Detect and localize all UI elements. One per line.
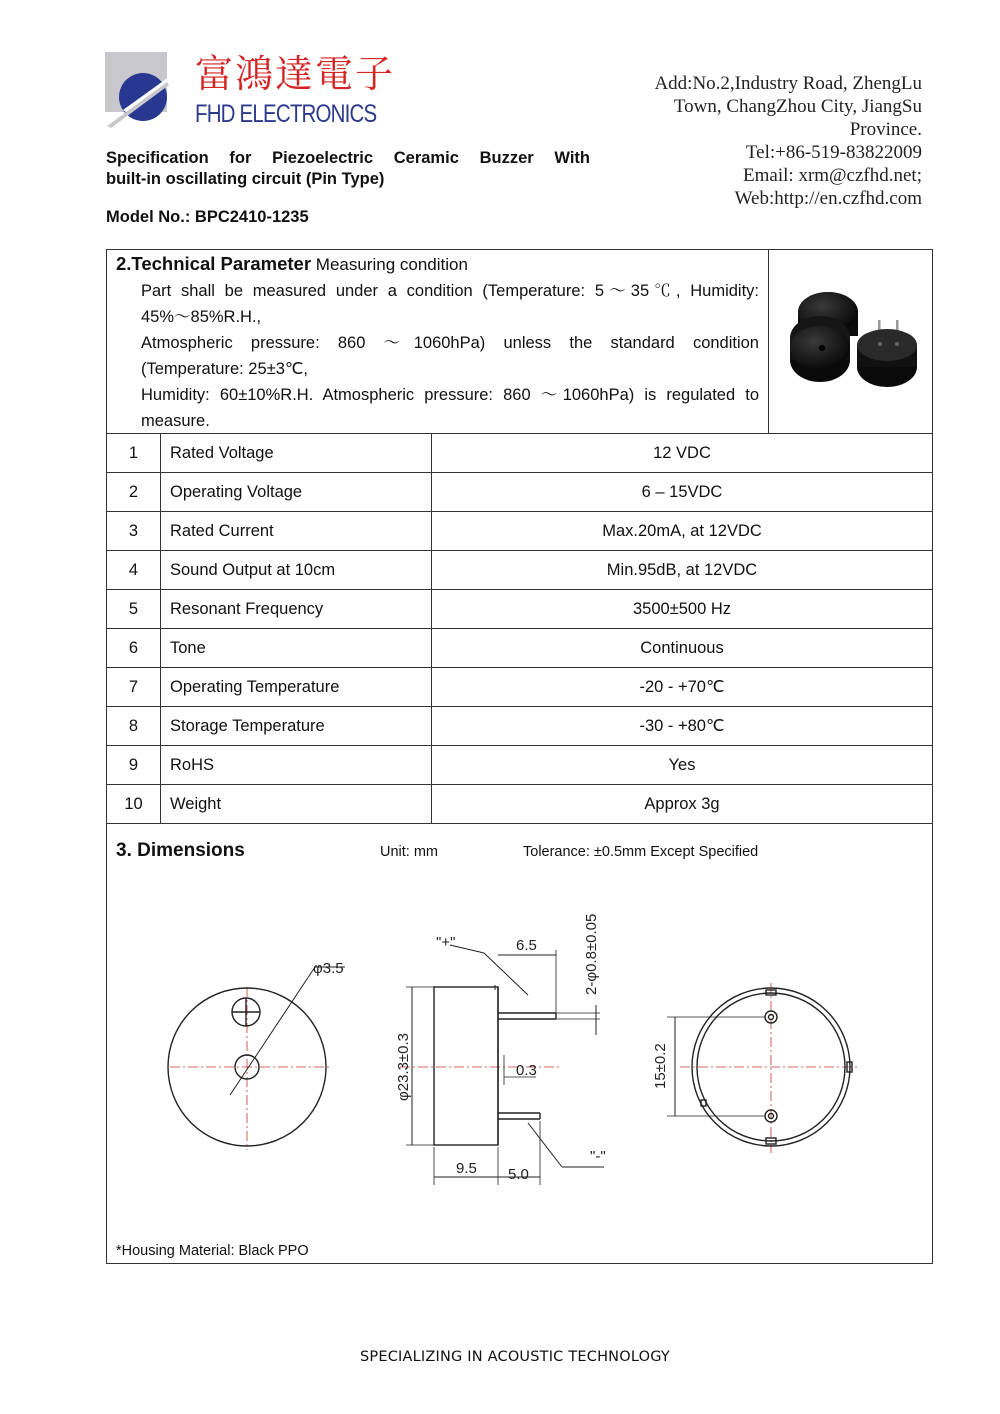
param-number: 5 [107, 590, 161, 629]
param-value: Min.95dB, at 12VDC [432, 551, 933, 590]
company-name-chinese: 富鴻達電子 [195, 52, 396, 96]
spec-title [106, 148, 590, 190]
table-row [107, 473, 933, 512]
param-name: Resonant Frequency [161, 590, 432, 629]
dimensions-tolerance: Tolerance: ±0.5mm Except Specified [523, 844, 759, 860]
website: Web:http://en.czfhd.com [734, 188, 922, 209]
param-number: 3 [107, 512, 161, 551]
param-value: Continuous [432, 629, 933, 668]
condition-line: Humidity: 60±10%R.H. Atmospheric pressure: 860 ～1060hPa) is regulated to [141, 386, 759, 404]
company-name-english: FHD ELECTRONICS [195, 100, 377, 128]
param-name: Operating Temperature [161, 668, 432, 707]
param-name: Operating Voltage [161, 473, 432, 512]
model-number: Model No.: BPC2410-1235 [106, 208, 309, 226]
address-line: Add:No.2,Industry Road, ZhengLu [654, 73, 922, 94]
measuring-conditions [141, 278, 759, 434]
dimension-drawing [150, 895, 870, 1205]
param-value: -30 - +80℃ [432, 707, 933, 746]
table-row [107, 512, 933, 551]
table-row [107, 746, 933, 785]
param-number: 7 [107, 668, 161, 707]
param-number: 10 [107, 785, 161, 824]
pin-diameter-label: 2-φ0.8±0.05 [583, 913, 600, 995]
side-view [400, 945, 604, 1185]
param-number: 6 [107, 629, 161, 668]
param-name: Weight [161, 785, 432, 824]
tech-section-title [116, 253, 468, 275]
param-name: Rated Voltage [161, 434, 432, 473]
parameter-table [106, 433, 933, 824]
plus-pin-label: "+" [436, 934, 456, 951]
condition-line: 45%～85%R.H., [141, 308, 262, 326]
phone: Tel:+86-519-83822009 [745, 142, 922, 163]
product-photo [770, 250, 932, 433]
bottom-view [667, 983, 858, 1153]
table-row [107, 629, 933, 668]
param-number: 4 [107, 551, 161, 590]
table-row [107, 668, 933, 707]
param-value: Approx 3g [432, 785, 933, 824]
param-name: Tone [161, 629, 432, 668]
hole-dim-label: φ3.5 [313, 960, 344, 977]
param-number: 1 [107, 434, 161, 473]
spec-title-line: Specification for Piezoelectric Ceramic Buzzer With [106, 149, 590, 167]
condition-line: Atmospheric pressure: 860 ～1060hPa) unless the standard condition [141, 334, 759, 352]
company-address [602, 72, 922, 210]
email: Email: xrm@czfhd.net; [743, 165, 922, 186]
param-value: Yes [432, 746, 933, 785]
pitch-label: 15±0.2 [652, 1043, 669, 1089]
spec-title-line: built-in oscillating circuit (Pin Type) [106, 170, 385, 188]
table-row [107, 551, 933, 590]
param-value: 3500±500 Hz [432, 590, 933, 629]
param-name: RoHS [161, 746, 432, 785]
address-line: Town, ChangZhou City, JiangSu [673, 96, 922, 117]
diameter-label: φ23.3±0.3 [395, 1032, 412, 1101]
param-name: Storage Temperature [161, 707, 432, 746]
param-value: 6 – 15VDC [432, 473, 933, 512]
param-value: Max.20mA, at 12VDC [432, 512, 933, 551]
table-row [107, 590, 933, 629]
address-line: Province. [849, 119, 922, 140]
company-logo-icon [105, 52, 185, 128]
table-row [107, 785, 933, 824]
dimensions-unit: Unit: mm [380, 844, 438, 860]
thickness-label: 0.3 [516, 1062, 537, 1079]
condition-line: measure. [141, 412, 210, 430]
table-row [107, 434, 933, 473]
param-number: 8 [107, 707, 161, 746]
param-value: -20 - +70℃ [432, 668, 933, 707]
table-row [107, 707, 933, 746]
param-name: Rated Current [161, 512, 432, 551]
height-label: 9.5 [456, 1160, 477, 1177]
param-name: Sound Output at 10cm [161, 551, 432, 590]
param-value: 12 VDC [432, 434, 933, 473]
param-number: 9 [107, 746, 161, 785]
pin-spacing-top-label: 6.5 [516, 937, 537, 954]
condition-line: (Temperature: 25±3℃, [141, 360, 308, 378]
dimensions-title: 3. Dimensions [116, 840, 245, 861]
param-number: 2 [107, 473, 161, 512]
housing-note: *Housing Material: Black PPO [116, 1243, 309, 1259]
top-view [168, 967, 345, 1150]
footer-tagline: SPECIALIZING IN ACOUSTIC TECHNOLOGY [360, 1349, 670, 1365]
pin-length-label: 5.0 [508, 1166, 529, 1183]
tech-subheading: Measuring condition [315, 255, 468, 274]
condition-line: Part shall be measured under a condition (Temperature: 5～35℃, Humidity: [141, 282, 759, 300]
minus-pin-label: "-" [590, 1148, 606, 1165]
tech-heading: 2.Technical Parameter [116, 253, 312, 274]
